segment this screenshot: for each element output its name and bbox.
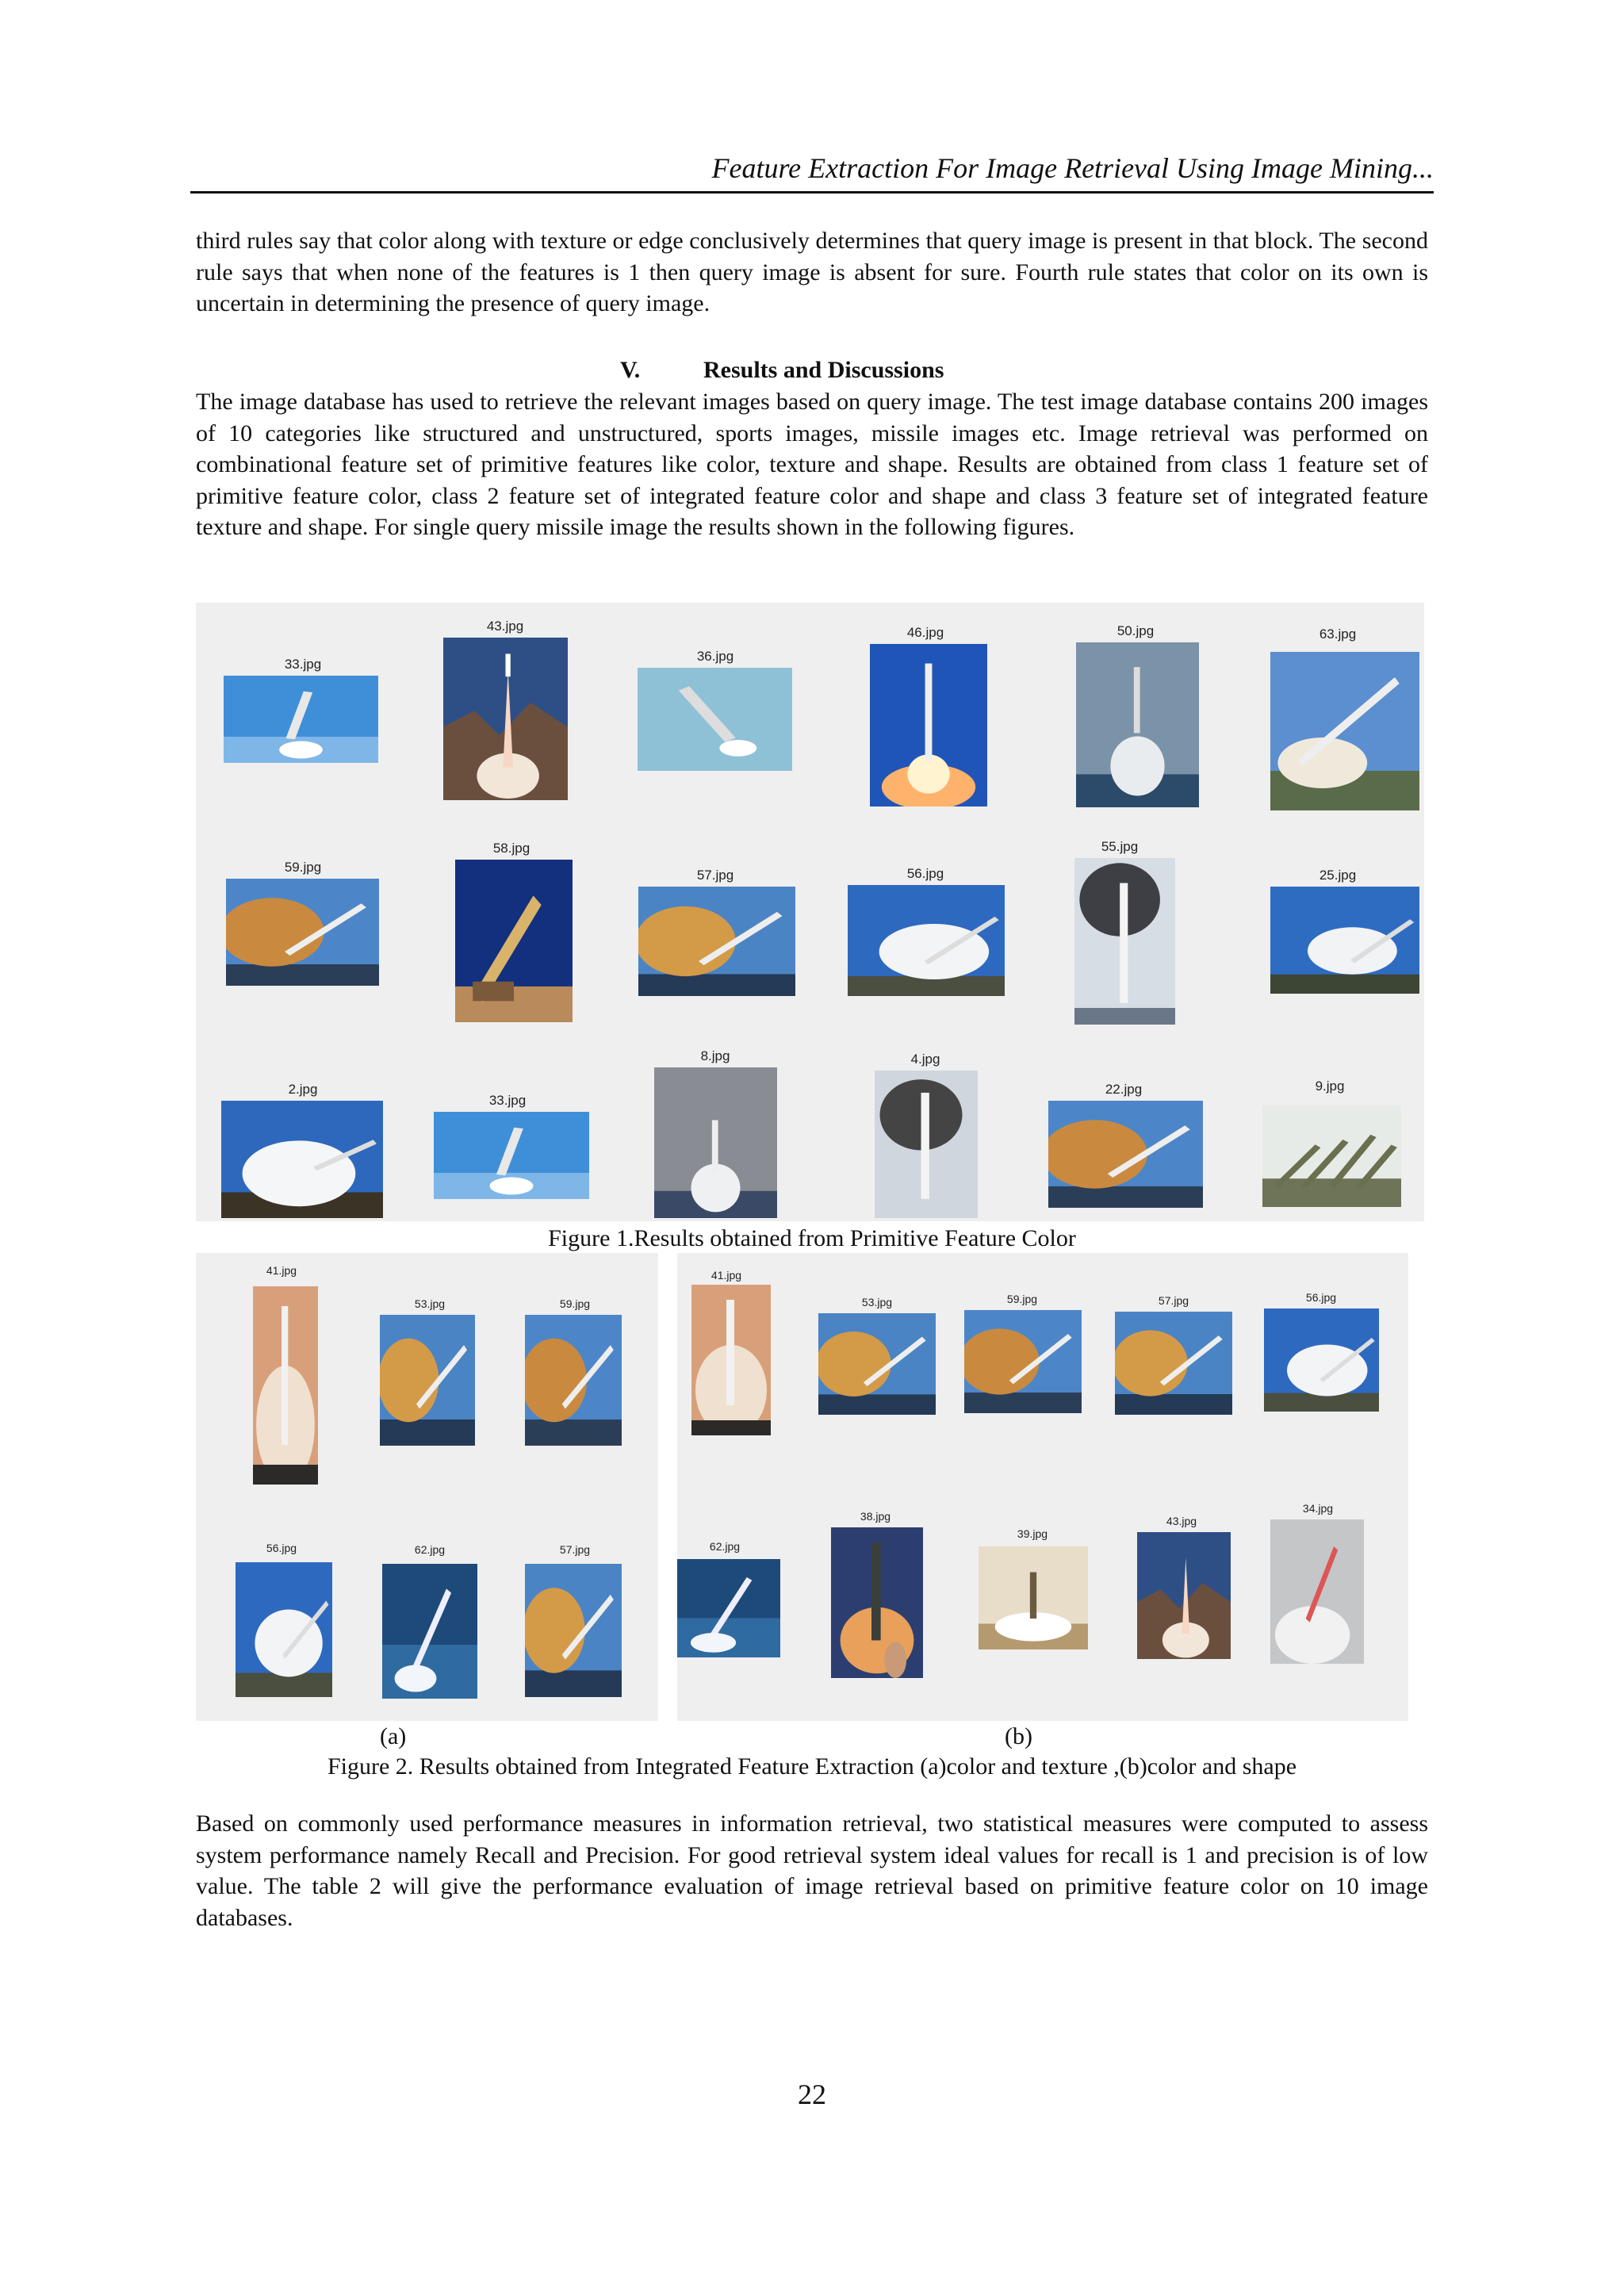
figure-2b-label: 57.jpg	[1158, 1294, 1189, 1307]
figure-1-label: 59.jpg	[284, 860, 322, 875]
header-rule	[190, 191, 1434, 193]
missile-thumbnail	[979, 1546, 1088, 1649]
figure-2b-panel	[677, 1253, 1408, 1721]
missile-thumbnail	[253, 1286, 318, 1485]
figure-1-label: 43.jpg	[486, 619, 524, 634]
missile-thumbnail	[236, 1562, 332, 1697]
missile-thumbnail	[525, 1564, 622, 1697]
figure-1-label: 2.jpg	[288, 1082, 318, 1097]
figure-1-label: 63.jpg	[1319, 626, 1357, 642]
missile-thumbnail	[1270, 652, 1419, 810]
page-number: 22	[798, 2079, 826, 2110]
figure-2a-label: 53.jpg	[414, 1297, 446, 1310]
figure-2a-label: 41.jpg	[266, 1264, 297, 1277]
missile-thumbnail	[831, 1527, 923, 1678]
missile-thumbnail	[1074, 858, 1175, 1025]
figure-1-panel	[196, 603, 1424, 1221]
figure-1-label: 4.jpg	[910, 1052, 940, 1067]
paragraph-measures: Based on commonly used performance measures in information retrieval, two statistical measures were computed to assess system performance namely Recall and Precision. For good retrieval system ideal values for recall is 1 and precision is of low value. The table 2 will give the performance evaluation of image retrieval based on primitive feature color on 10 image databases.	[196, 1810, 1428, 1931]
figure-2b-label: 41.jpg	[710, 1269, 742, 1282]
figure-2b-sublabel: (b)	[1005, 1723, 1032, 1749]
missile-thumbnail	[1137, 1532, 1231, 1659]
missile-thumbnail	[638, 887, 795, 996]
missile-thumbnail	[224, 676, 378, 763]
figure-1-label: 36.jpg	[696, 649, 734, 664]
figure-2b-label: 34.jpg	[1302, 1502, 1334, 1515]
missile-thumbnail	[1048, 1101, 1203, 1208]
missile-thumbnail	[848, 885, 1005, 996]
figure-2b-label: 59.jpg	[1006, 1293, 1038, 1305]
missile-thumbnail	[1115, 1312, 1232, 1415]
missile-thumbnail	[525, 1315, 622, 1446]
missile-thumbnail	[1270, 887, 1419, 994]
missile-thumbnail	[818, 1313, 936, 1415]
figure-2b-label: 62.jpg	[709, 1540, 741, 1553]
figure-2a-label: 56.jpg	[266, 1542, 297, 1554]
figure-1-label: 46.jpg	[906, 625, 944, 640]
figure-1-label: 50.jpg	[1116, 623, 1155, 638]
figure-2a-sublabel: (a)	[380, 1723, 407, 1749]
figure-2a-label: 59.jpg	[559, 1297, 591, 1310]
figure-2b-label: 43.jpg	[1166, 1515, 1197, 1527]
figure-1-label: 33.jpg	[284, 657, 322, 672]
figure-1-label: 56.jpg	[906, 866, 944, 881]
missile-thumbnail	[382, 1564, 477, 1699]
figure-2a-panel	[196, 1253, 658, 1721]
figure-2b-label: 38.jpg	[860, 1510, 891, 1523]
missile-thumbnail	[1270, 1519, 1364, 1664]
missile-thumbnail	[964, 1310, 1082, 1413]
figure-2b-label: 39.jpg	[1017, 1527, 1048, 1540]
figure-1-label: 57.jpg	[696, 868, 734, 883]
missile-thumbnail	[226, 879, 379, 986]
missile-thumbnail	[443, 638, 568, 800]
figure-2-caption: Figure 2. Results obtained from Integrated Feature Extraction (a)color and texture ,(b)color and shape	[327, 1753, 1297, 1780]
section-title: Results and Discussions	[703, 357, 944, 383]
missile-thumbnail	[870, 644, 987, 807]
missile-thumbnail	[434, 1112, 589, 1199]
figure-1-label: 8.jpg	[700, 1048, 730, 1063]
figure-1-label: 9.jpg	[1315, 1079, 1345, 1094]
figure-1-caption: Figure 1.Results obtained from Primitive Feature Color	[548, 1225, 1076, 1251]
figure-1-label: 22.jpg	[1105, 1082, 1143, 1097]
missile-thumbnail	[455, 860, 573, 1022]
missile-thumbnail	[875, 1071, 978, 1218]
missile-thumbnail	[677, 1559, 780, 1657]
missile-thumbnail	[1262, 1105, 1401, 1207]
missile-thumbnail	[691, 1285, 771, 1435]
figure-1-label: 33.jpg	[488, 1093, 527, 1108]
missile-thumbnail	[1264, 1308, 1379, 1412]
figure-2b-label: 56.jpg	[1305, 1291, 1337, 1304]
figure-2b-label: 53.jpg	[861, 1296, 893, 1308]
missile-thumbnail	[221, 1101, 383, 1218]
figure-1-label: 55.jpg	[1101, 839, 1139, 854]
figure-2a-label: 62.jpg	[414, 1543, 446, 1556]
missile-thumbnail	[638, 668, 792, 771]
paragraph-rules: third rules say that color along with texture or edge conclusively determines that query image is present in that block. The second rule says that when none of the features is 1 then query image is absent for sure. Fourth rule states that color on its own is uncertain in determining the presence of query image.	[196, 228, 1428, 316]
running-header: Feature Extraction For Image Retrieval Using Image Mining...	[711, 152, 1434, 184]
missile-thumbnail	[380, 1315, 475, 1446]
figure-1-label: 25.jpg	[1319, 868, 1357, 883]
figure-2a-label: 57.jpg	[559, 1543, 591, 1556]
figure-1-label: 58.jpg	[492, 841, 530, 856]
paragraph-results: The image database has used to retrieve the relevant images based on query image. The test image database contains 200 images of 10 categories like structured and unstructured, sports images, missile images etc. Image retrieval was performed on combinational feature set of primitive features like color, texture and shape. Results are obtained from class 1 feature set of primitive feature color, class 2 feature set of integrated feature color and shape and class 3 feature set of integrated feature texture and shape. For single query missile image the results shown in the following figures.	[196, 389, 1428, 540]
missile-thumbnail	[1076, 642, 1199, 807]
missile-thumbnail	[654, 1067, 777, 1218]
section-number: V.	[620, 357, 641, 383]
